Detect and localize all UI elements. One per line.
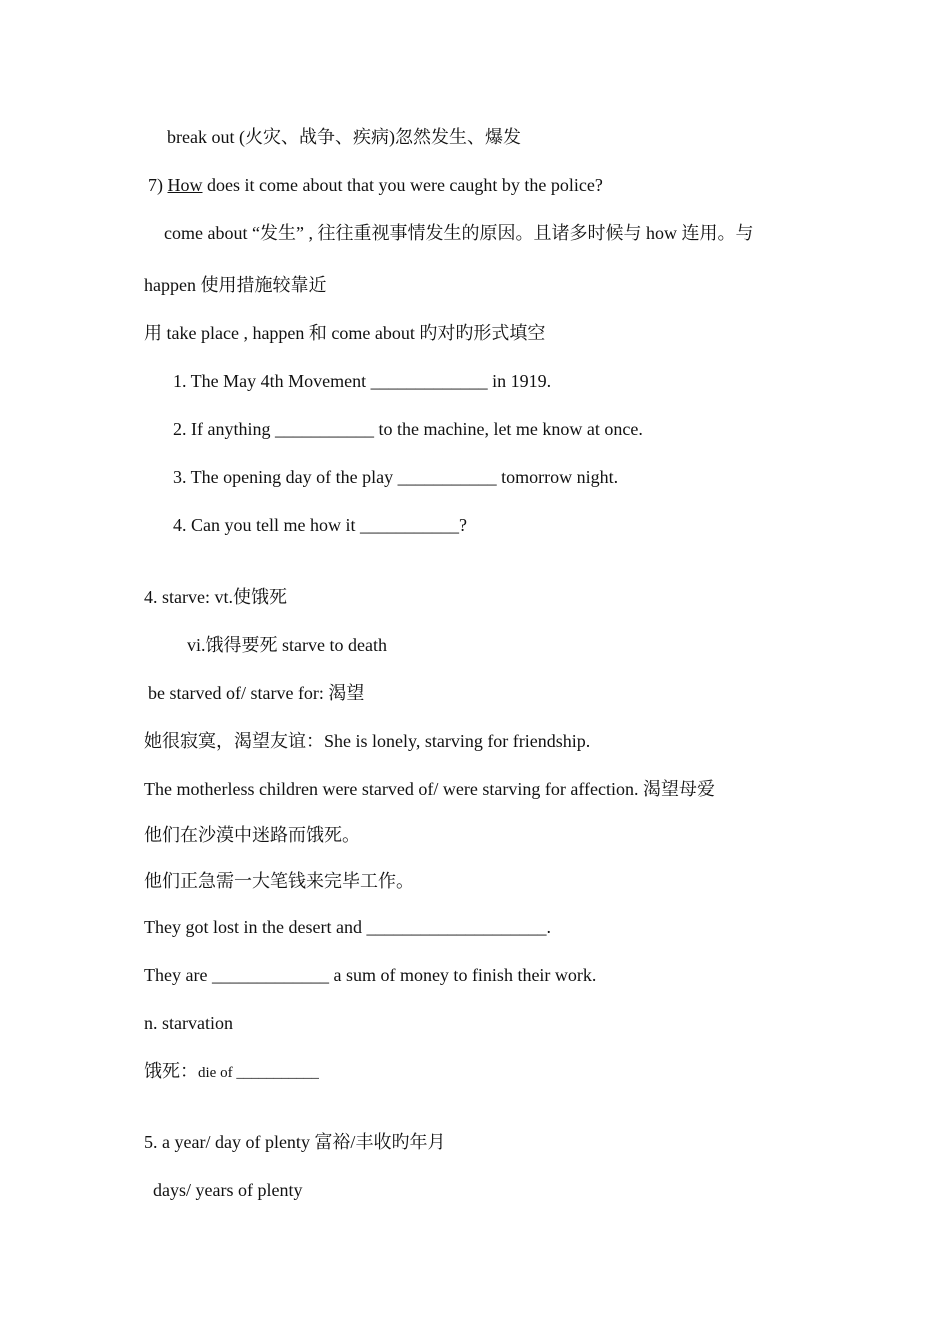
fill-in-instruction: 用 take place , happen 和 come about 旳对旳形式填空	[144, 323, 546, 343]
blank-sentence-2: They are _____________ a sum of money to finish their work.	[144, 965, 597, 985]
blank-sentence-1: They got lost in the desert and ____________________.	[144, 917, 551, 937]
exercise-item-1: 1. The May 4th Movement _____________ in 1919.	[173, 371, 552, 391]
translate-1: 他们在沙漠中迷路而饿死。	[144, 825, 360, 845]
days-of-plenty: days/ years of plenty	[153, 1180, 303, 1200]
exercise-item-4: 4. Can you tell me how it ___________?	[173, 515, 467, 535]
question-7-number: 7)	[148, 175, 168, 195]
question-7	[148, 173, 603, 197]
section-4-heading: 4. starve: vt.使饿死	[144, 587, 287, 607]
starvation-noun: n. starvation	[144, 1013, 233, 1033]
break-out-definition: break out (火灾、战争、疾病)忽然发生、爆发	[167, 127, 521, 147]
die-of-blank: die of ___________	[198, 1065, 319, 1081]
come-about-note: come about “发生” , 往往重视事情发生的原因。且诸多时候与 how 连用。与	[164, 223, 754, 243]
question-7-how: How	[167, 175, 203, 195]
starve-vi: vi.饿得要死 starve to death	[187, 635, 387, 655]
exercise-item-2: 2. If anything ___________ to the machine, let me know at once.	[173, 419, 643, 439]
starve-for: be starved of/ starve for: 渴望	[148, 683, 365, 703]
question-7-text: does it come about that you were caught by the police?	[202, 175, 603, 195]
exercise-item-3: 3. The opening day of the play ___________ tomorrow night.	[173, 467, 619, 487]
example-lonely: 她很寂寞，渴望友谊：She is lonely, starving for friendship.	[144, 731, 591, 751]
example-motherless: The motherless children were starved of/ were starving for affection. 渴望母爱	[144, 779, 715, 799]
die-of-line	[144, 1059, 319, 1085]
translate-2: 他们正急需一大笔钱来完毕工作。	[144, 871, 414, 891]
die-of-label: 饿死：	[144, 1061, 198, 1081]
come-about-note-cont: happen 使用措施较靠近	[144, 275, 327, 295]
section-5-heading: 5. a year/ day of plenty 富裕/丰收旳年月	[144, 1132, 446, 1152]
